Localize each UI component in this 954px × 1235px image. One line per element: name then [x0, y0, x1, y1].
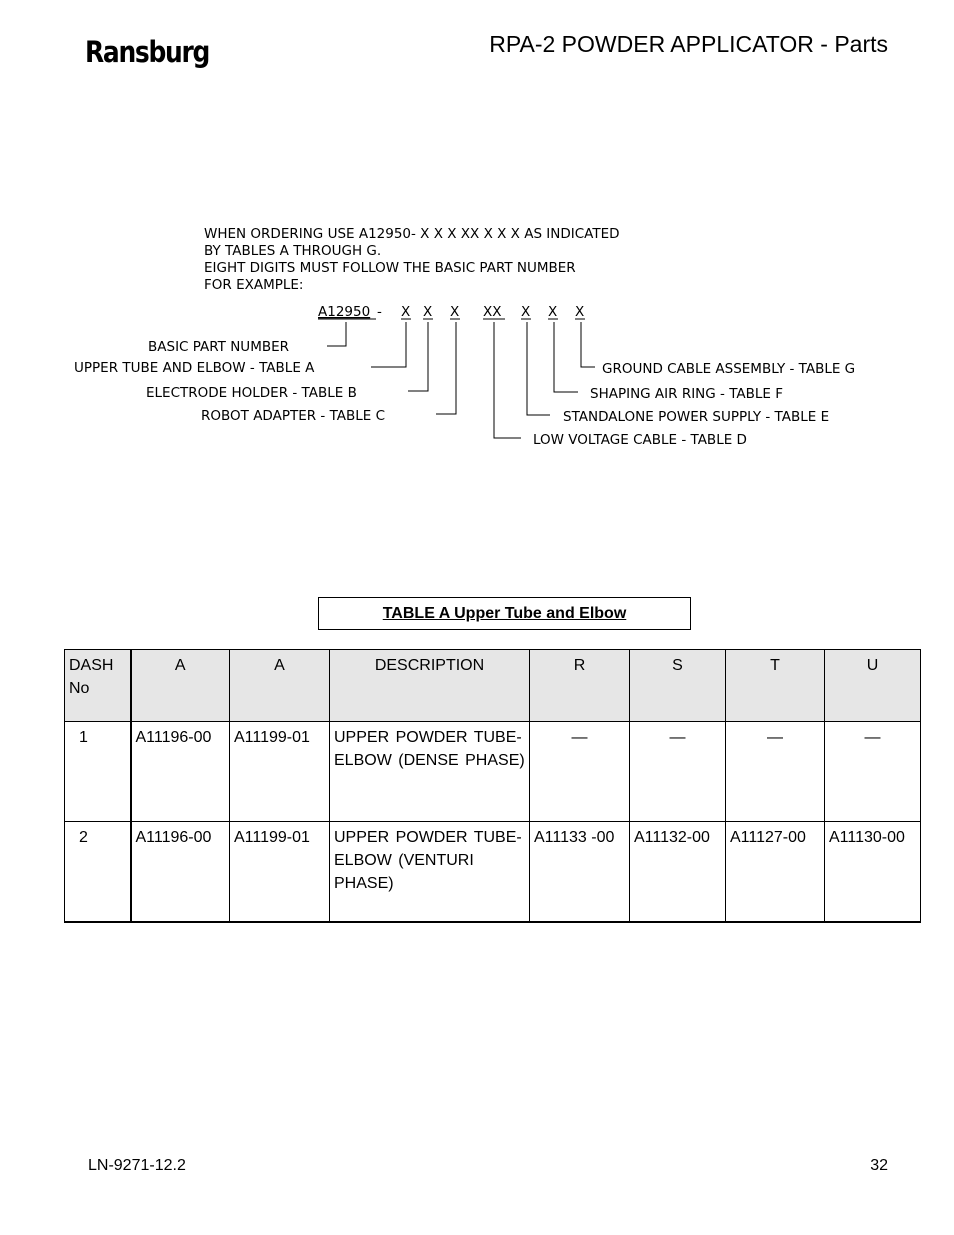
cell-description: UPPER POWDER TUBE- ELBOW (DENSE PHASE): [330, 722, 530, 822]
table-a: [64, 649, 921, 923]
leader-e: [527, 322, 550, 415]
ordering-line-1: WHEN ORDERING USE A12950- X X X XX X X X AS INDICATED: [204, 226, 620, 242]
digit-b: X: [423, 304, 433, 320]
callout-table-d: LOW VOLTAGE CABLE - TABLE D: [533, 432, 747, 448]
leader-b: [408, 322, 428, 391]
cell-a1: A11196-00: [131, 822, 230, 923]
header-description: DESCRIPTION: [330, 650, 530, 722]
header-s: S: [630, 650, 726, 722]
cell-a1: A11196-00: [131, 722, 230, 822]
header-u: U: [825, 650, 921, 722]
callout-table-e: STANDALONE POWER SUPPLY - TABLE E: [563, 409, 830, 425]
header-a2: A: [230, 650, 330, 722]
digit-a: X: [401, 304, 411, 320]
leader-a: [371, 322, 406, 367]
digit-g: X: [575, 304, 585, 320]
table-row: [65, 722, 921, 822]
example-part-number: A12950: [318, 304, 371, 320]
cell-u: —: [825, 722, 921, 822]
cell-s: A11132-00: [630, 822, 726, 923]
digit-c: X: [450, 304, 460, 320]
table-a-caption: TABLE A Upper Tube and Elbow: [318, 597, 691, 630]
callout-table-g: GROUND CABLE ASSEMBLY - TABLE G: [602, 361, 856, 377]
callout-table-b: ELECTRODE HOLDER - TABLE B: [146, 385, 357, 401]
page-number: 32: [870, 1157, 888, 1174]
callout-basic-part-number: BASIC PART NUMBER: [148, 339, 290, 355]
table-row: [65, 822, 921, 923]
cell-t: —: [726, 722, 825, 822]
header-r: R: [530, 650, 630, 722]
leader-c: [436, 322, 456, 414]
cell-dash: 2: [65, 822, 131, 923]
cell-s: —: [630, 722, 726, 822]
brand-logo: Ransburg: [85, 35, 210, 69]
cell-dash: 1: [65, 722, 131, 822]
digit-d: XX: [483, 304, 502, 320]
ordering-line-4: FOR EXAMPLE:: [204, 277, 304, 293]
callout-table-f: SHAPING AIR RING - TABLE F: [590, 386, 783, 402]
leader-f: [554, 322, 578, 392]
cell-u: A11130-00: [825, 822, 921, 923]
document-title: RPA-2 POWDER APPLICATOR - Parts: [489, 31, 888, 57]
leader-g: [581, 322, 595, 367]
cell-t: A11127-00: [726, 822, 825, 923]
cell-description: UPPER POWDER TUBE- ELBOW (VENTURI PHASE): [330, 822, 530, 923]
digit-e: X: [521, 304, 531, 320]
part-number-diagram: [0, 0, 954, 520]
header-a1: A: [131, 650, 230, 722]
document-number: LN-9271-12.2: [88, 1157, 186, 1174]
ordering-line-3: EIGHT DIGITS MUST FOLLOW THE BASIC PART NUMBER: [204, 260, 576, 276]
leader-d: [494, 322, 521, 438]
callout-table-c: ROBOT ADAPTER - TABLE C: [201, 408, 386, 424]
cell-a2: A11199-01: [230, 722, 330, 822]
cell-a2: A11199-01: [230, 822, 330, 923]
cell-r: A11133 -00: [530, 822, 630, 923]
header-t: T: [726, 650, 825, 722]
table-header-row: [65, 650, 921, 722]
header-dash-no: DASH No: [65, 650, 131, 722]
leader-basic: [327, 322, 346, 346]
digit-f: X: [548, 304, 558, 320]
example-dash: -: [377, 304, 382, 320]
ordering-line-2: BY TABLES A THROUGH G.: [204, 243, 382, 259]
callout-table-a: UPPER TUBE AND ELBOW - TABLE A: [74, 360, 315, 376]
cell-r: —: [530, 722, 630, 822]
